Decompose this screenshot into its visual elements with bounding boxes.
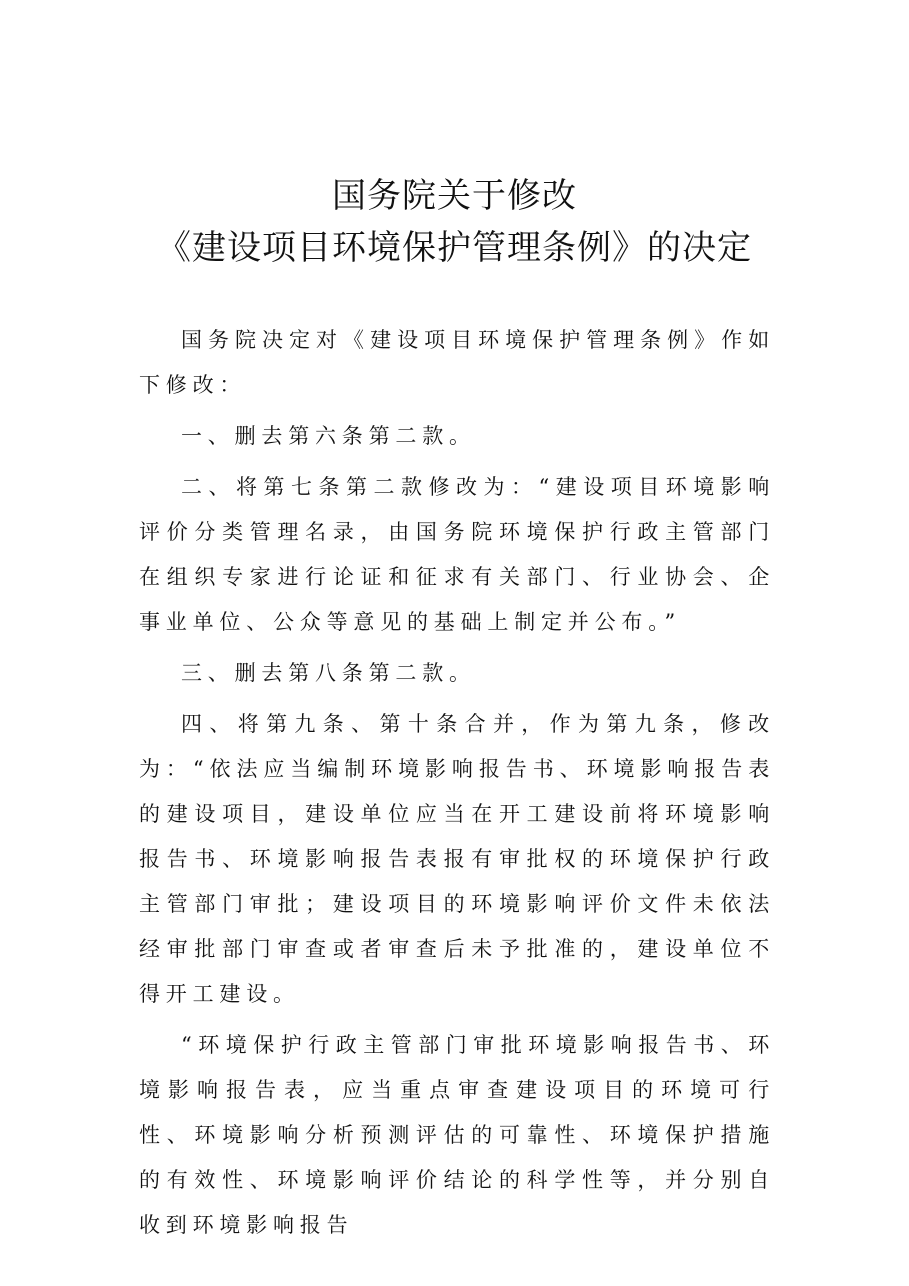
document-title: [0, 170, 909, 274]
paragraph-item-4-continued: “环境保护行政主管部门审批环境影响报告书、环境影响报告表，应当重点审查建设项目的环境可行性、环境影响分析预测评估的可靠性、环境保护措施的有效性、环境影响评价结论的科学性等，并分别自收到环境影响报告: [139, 1033, 775, 1237]
document-body: [139, 318, 775, 1254]
paragraph-item-3: 三、删去第八条第二款。: [181, 661, 476, 685]
title-line-1: 国务院关于修改: [332, 176, 577, 216]
paragraph-intro: 国务院决定对《建设项目环境保护管理条例》作如下修改：: [139, 328, 775, 397]
paragraph-item-4: 四、将第九条、第十条合并，作为第九条，修改为：“依法应当编制环境影响报告书、环境影响报告表的建设项目，建设单位应当在开工建设前将环境影响报告书、环境影响报告表报有审批权的环境保护行政主管部门审批；建设项目的环境影响评价文件未依法经审批部门审查或者审查后未予批准的，建设单位不得开工建设。: [139, 712, 775, 1006]
paragraph-item-1: 一、删去第六条第二款。: [181, 424, 476, 448]
paragraph-item-2: 二、将第七条第二款修改为：“建设项目环境影响评价分类管理名录，由国务院环境保护行政主管部门在组织专家进行论证和征求有关部门、行业协会、企事业单位、公众等意见的基础上制定并公布。”: [139, 475, 775, 634]
title-line-2: 《建设项目环境保护管理条例》的决定: [157, 228, 752, 268]
